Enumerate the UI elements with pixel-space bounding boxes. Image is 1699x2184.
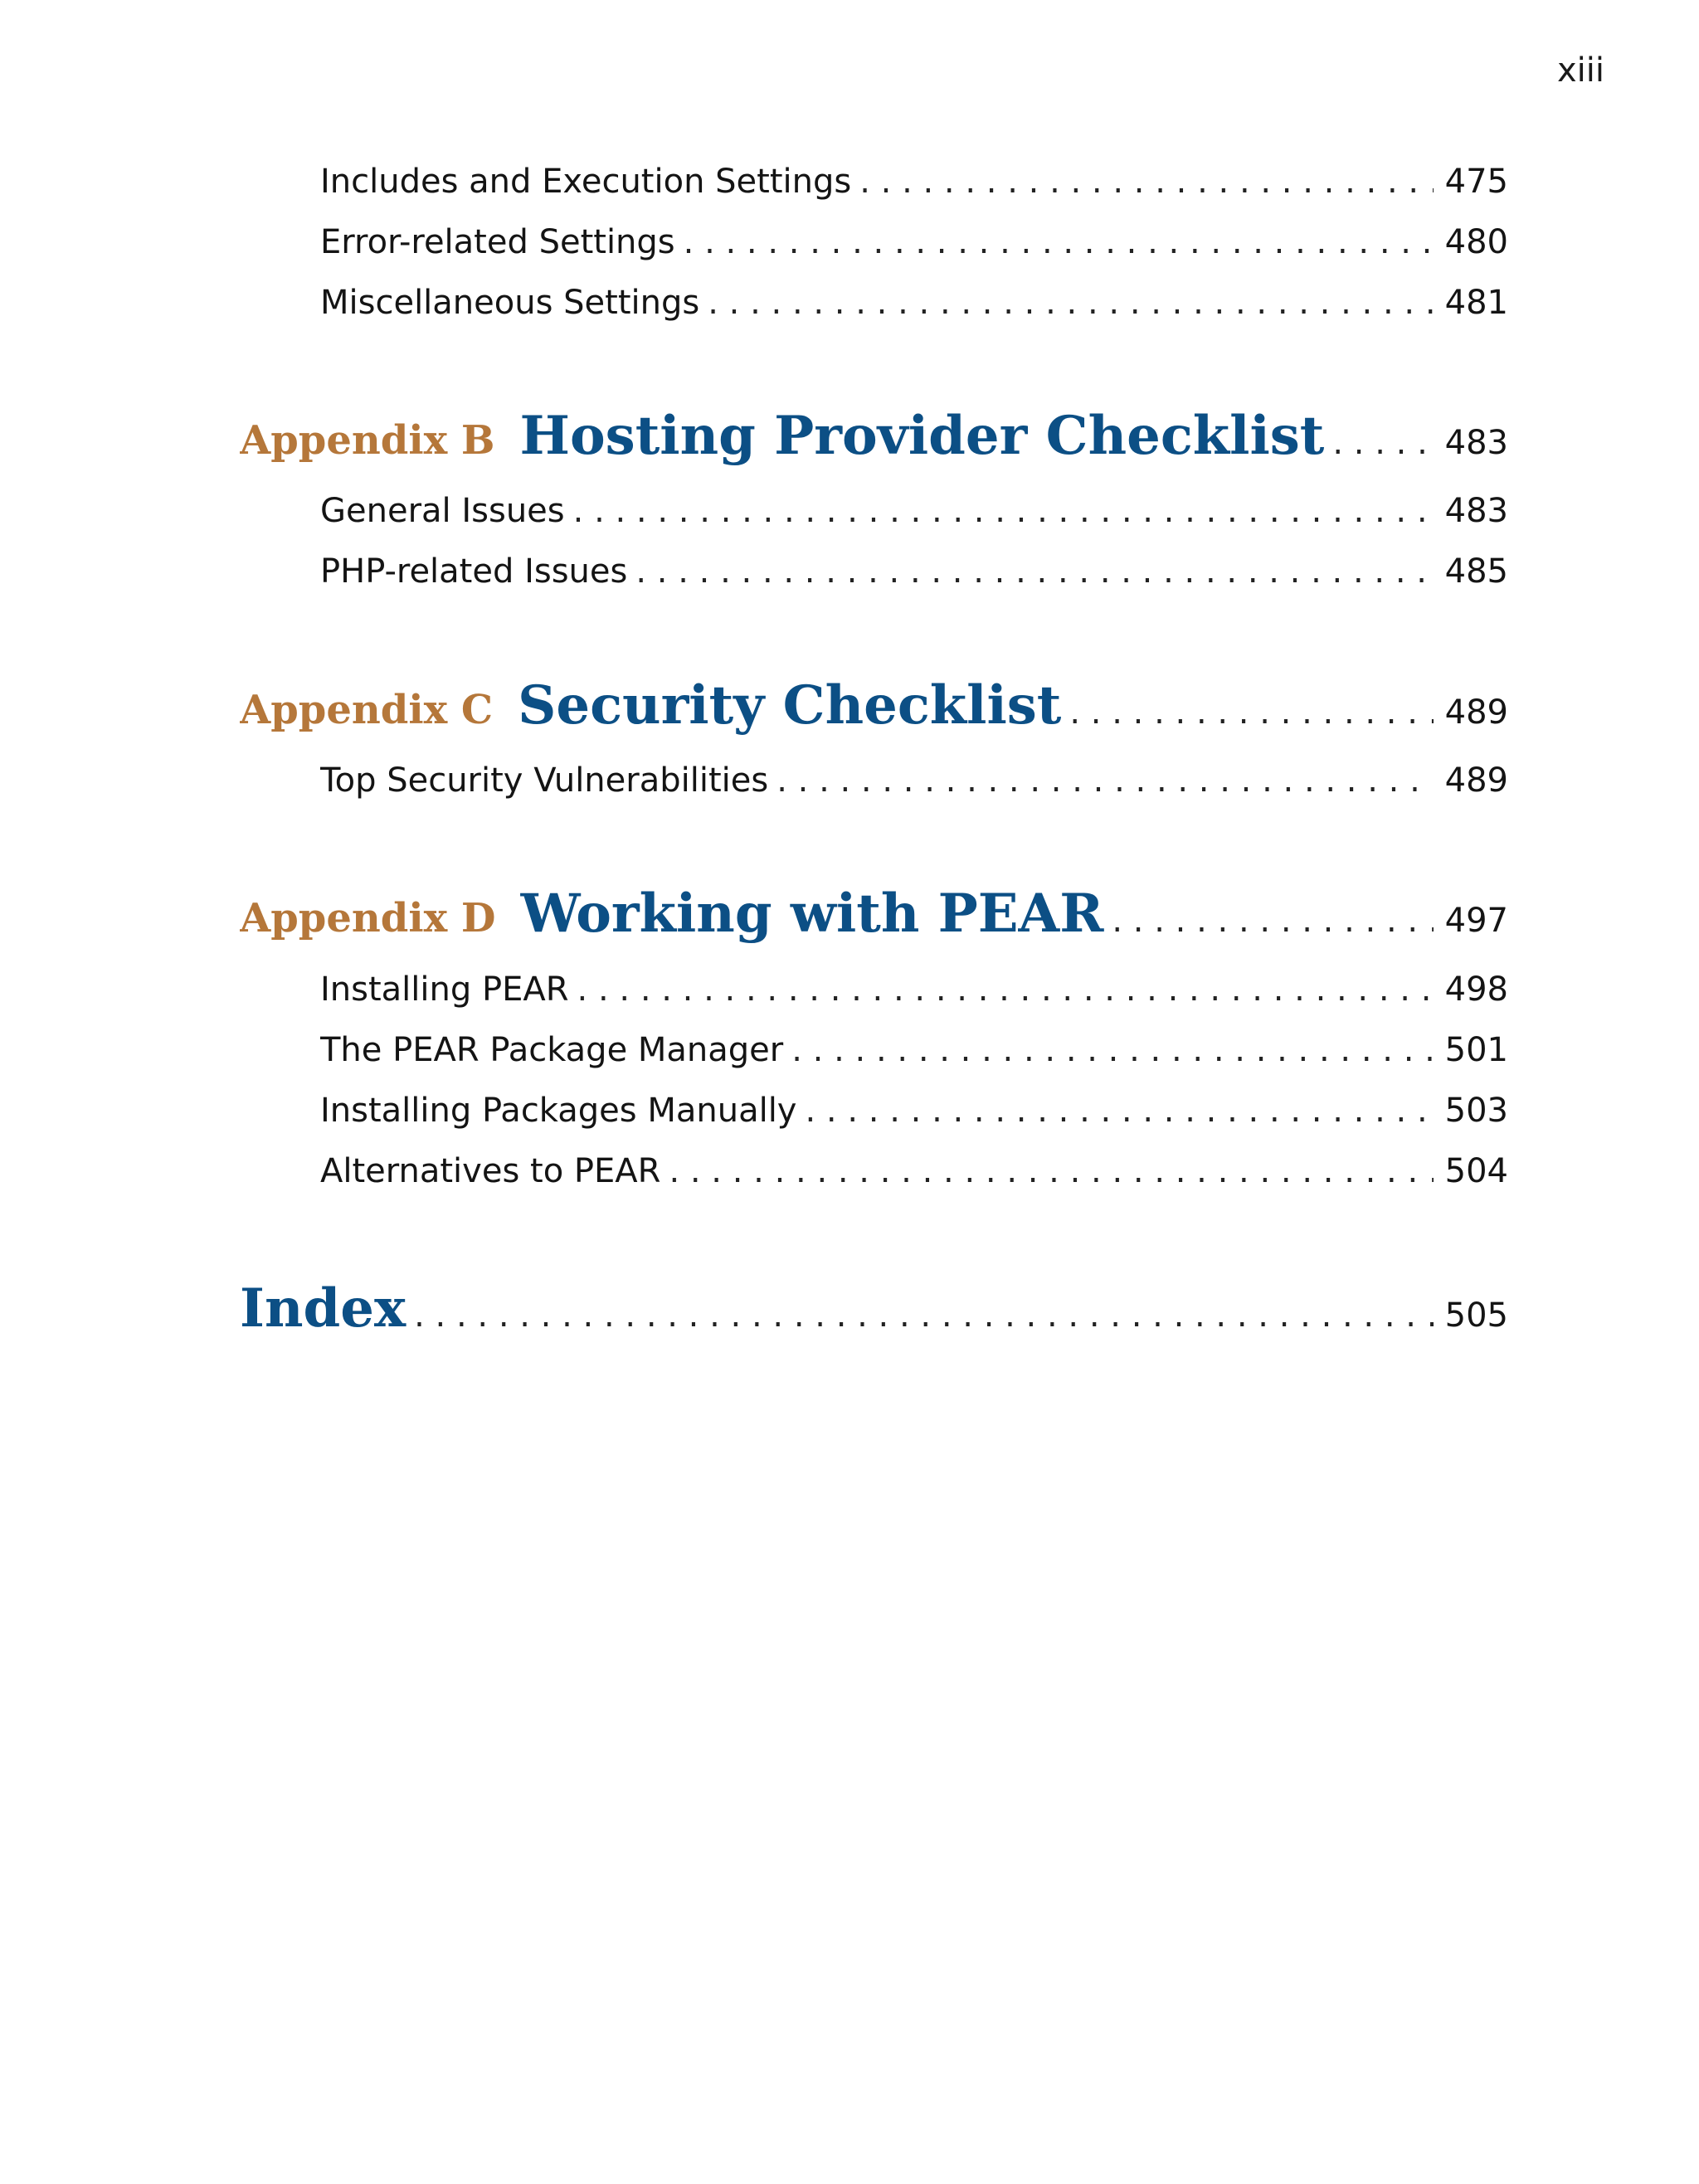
- appendix-page: 497: [1444, 902, 1508, 940]
- toc-entry-page: 503: [1444, 1092, 1508, 1130]
- toc-entry-label: Alternatives to PEAR: [320, 1152, 661, 1190]
- toc-entry-label: Includes and Execution Settings: [320, 163, 852, 201]
- appendix-title: Working with PEAR: [520, 883, 1104, 945]
- toc-entry-page: 480: [1444, 223, 1508, 261]
- dot-leader: [635, 552, 1433, 591]
- appendix-page: 489: [1444, 693, 1508, 732]
- toc-appendix-c[interactable]: [240, 674, 1508, 749]
- dot-leader: [859, 163, 1433, 201]
- toc-entry-page: 483: [1444, 492, 1508, 530]
- toc-entry-label: The PEAR Package Manager: [320, 1031, 784, 1069]
- dot-leader: [573, 492, 1434, 530]
- dot-leader: [791, 1031, 1433, 1069]
- toc-entry-label: Error-related Settings: [320, 223, 675, 261]
- appendix-title: Hosting Provider Checklist: [519, 405, 1325, 467]
- toc-entry-page: 475: [1444, 163, 1508, 201]
- appendix-title: Security Checklist: [518, 674, 1062, 737]
- toc-entry-label: Installing Packages Manually: [320, 1092, 797, 1130]
- toc-appendix-b[interactable]: [240, 405, 1508, 479]
- dot-leader: [1112, 902, 1433, 940]
- dot-leader: [577, 970, 1434, 1009]
- toc-entry-page: 489: [1444, 761, 1508, 800]
- appendix-label: Appendix B: [240, 417, 495, 464]
- toc-entry-page: 504: [1444, 1152, 1508, 1190]
- toc-entry-installing-pear[interactable]: [320, 970, 1508, 1020]
- appendix-label: Appendix D: [240, 895, 496, 941]
- dot-leader: [414, 1296, 1434, 1335]
- toc-entry-top-security-vulnerabilities[interactable]: [320, 761, 1508, 811]
- toc-entry-page: 498: [1444, 970, 1508, 1009]
- toc-entry-includes-execution-settings[interactable]: [320, 163, 1508, 212]
- toc-entry-error-related-settings[interactable]: [320, 223, 1508, 273]
- toc-appendix-d[interactable]: [240, 883, 1508, 957]
- toc-entry-miscellaneous-settings[interactable]: [320, 284, 1508, 333]
- index-title: Index: [240, 1277, 406, 1340]
- toc-entry-alternatives-to-pear[interactable]: [320, 1152, 1508, 1202]
- toc-entry-label: Installing PEAR: [320, 970, 569, 1009]
- toc-entry-label: PHP-related Issues: [320, 552, 628, 591]
- dot-leader: [684, 223, 1434, 261]
- toc-entry-page: 485: [1444, 552, 1508, 591]
- dot-leader: [1069, 693, 1433, 732]
- toc-entry-php-related-issues[interactable]: [320, 552, 1508, 602]
- toc-entry-page: 481: [1444, 284, 1508, 322]
- index-page: 505: [1444, 1296, 1508, 1335]
- toc-entry-general-issues[interactable]: [320, 492, 1508, 542]
- toc-entry-pear-package-manager[interactable]: [320, 1031, 1508, 1081]
- toc-entry-label: Top Security Vulnerabilities: [320, 761, 769, 800]
- toc-entry-label: General Issues: [320, 492, 565, 530]
- dot-leader: [776, 761, 1433, 800]
- toc-index[interactable]: [240, 1277, 1508, 1352]
- toc-entry-label: Miscellaneous Settings: [320, 284, 700, 322]
- dot-leader: [708, 284, 1433, 322]
- dot-leader: [1332, 424, 1433, 462]
- dot-leader: [805, 1092, 1433, 1130]
- toc-entry-page: 501: [1444, 1031, 1508, 1069]
- appendix-label: Appendix C: [240, 687, 494, 733]
- toc-entry-installing-packages-manually[interactable]: [320, 1092, 1508, 1141]
- page-number: xiii: [1556, 51, 1604, 90]
- dot-leader: [669, 1152, 1433, 1190]
- appendix-page: 483: [1444, 424, 1508, 462]
